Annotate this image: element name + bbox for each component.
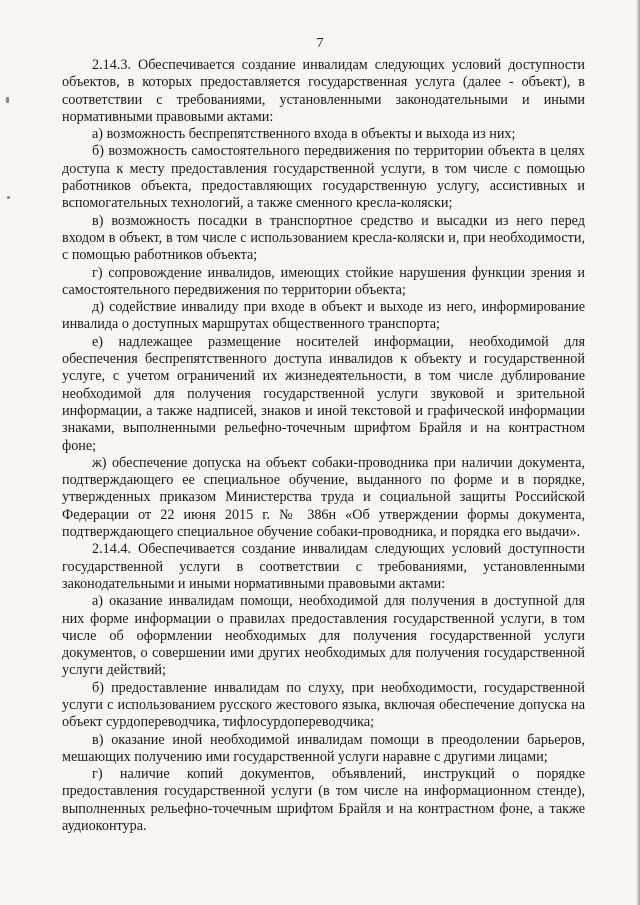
paragraph-item-g-2: г) наличие копий документов, объявлений, инструкций о порядке предоставления государственной услуги (в том числе на информационном стенде), выполненных рельефно-точечным шрифтом Брайля и на контрастном фоне, а также аудиоконтура. [62, 766, 585, 835]
paragraph-item-a: а) возможность беспрепятственного входа в объекты и выхода из них; [92, 126, 516, 143]
paragraph-item-a-2: а) оказание инвалидам помощи, необходимой для получения в доступной для них форме информации о правилах предоставления государственной услуги, в том числе об оформлении необходимых для получения государственной услуги документов, о совершении ими других необходимых для получения государственной услуги действий; [62, 593, 585, 679]
paragraph-item-g: г) сопровождение инвалидов, имеющих стойкие нарушения функции зрения и самостоятельного передвижения по территории объекта; [62, 264, 585, 298]
paragraph-item-v: в) возможность посадки в транспортное средство и высадки из него перед входом в объект, в том числе с использованием кресла-коляски и, при необходимости, с помощью работников объекта; [62, 212, 585, 264]
paragraph-item-b-2: б) предоставление инвалидам по слуху, при необходимости, государственной услуги с использованием русского жестового языка, включая обеспечение допуска на объект сурдопереводчика, тифлосурдопереводчика; [62, 679, 585, 731]
paragraph-item-d: д) содействие инвалиду при входе в объект и выходе из него, информирование инвалида о доступных маршрутах общественного транспорта; [62, 299, 585, 333]
paragraph-2-14-4: 2.14.4. Обеспечивается создание инвалидам следующих условий доступности государственной услуги в соответствии с требованиями, установленными законодательными и иными нормативными правовыми актами: [62, 541, 585, 592]
page-edge-shadow [636, 0, 640, 905]
paragraph-item-zh: ж) обеспечение допуска на объект собаки-проводника при наличии документа, подтверждающего ее специальное обучение, выданного по форме и в порядке, утвержденных приказом Министерства труда и социальной защиты Российской Федерации от 22 июня 2015 г. № 386н «Об утверждении формы документа, подтверждающего специальное обучение собаки-проводника, и порядка его выдачи». [62, 454, 585, 541]
paragraph-item-e: е) надлежащее размещение носителей информации, необходимой для обеспечения беспрепятственного доступа инвалидов к объекту и государственной услуге, с учетом ограничений их жизнедеятельности, в том числе дублирование необходимой для получения государственной услуги звуковой и зрительной информации, а также надписей, знаков и иной текстовой и графической информации знаками, выполненными рельефно-точечным шрифтом Брайля и на контрастном фоне; [62, 333, 585, 454]
page-number: 7 [316, 36, 324, 51]
paragraph-item-b: б) возможность самостоятельного передвижения по территории объекта в целях доступа к месту предоставления государственной услуги, в том числе с помощью работников объекта, предоставляющих государственную услугу, ассистивных и вспомогательных технологий, а также сменного кресла-коляски; [62, 143, 585, 212]
document-body [62, 57, 585, 835]
paragraph-2-14-3: 2.14.3. Обеспечивается создание инвалидам следующих условий доступности объектов, в которых предоставляется государственная услуга (далее - объект), в соответствии с требованиями, установленными законодательными и иными нормативными правовыми актами: [62, 57, 585, 125]
paragraph-item-v-2: в) оказание иной необходимой инвалидам помощи в преодолении барьеров, мешающих получению ими государственной услуги наравне с другими лицами; [62, 731, 585, 765]
scan-artifact [6, 97, 9, 103]
scan-artifact [7, 196, 10, 199]
